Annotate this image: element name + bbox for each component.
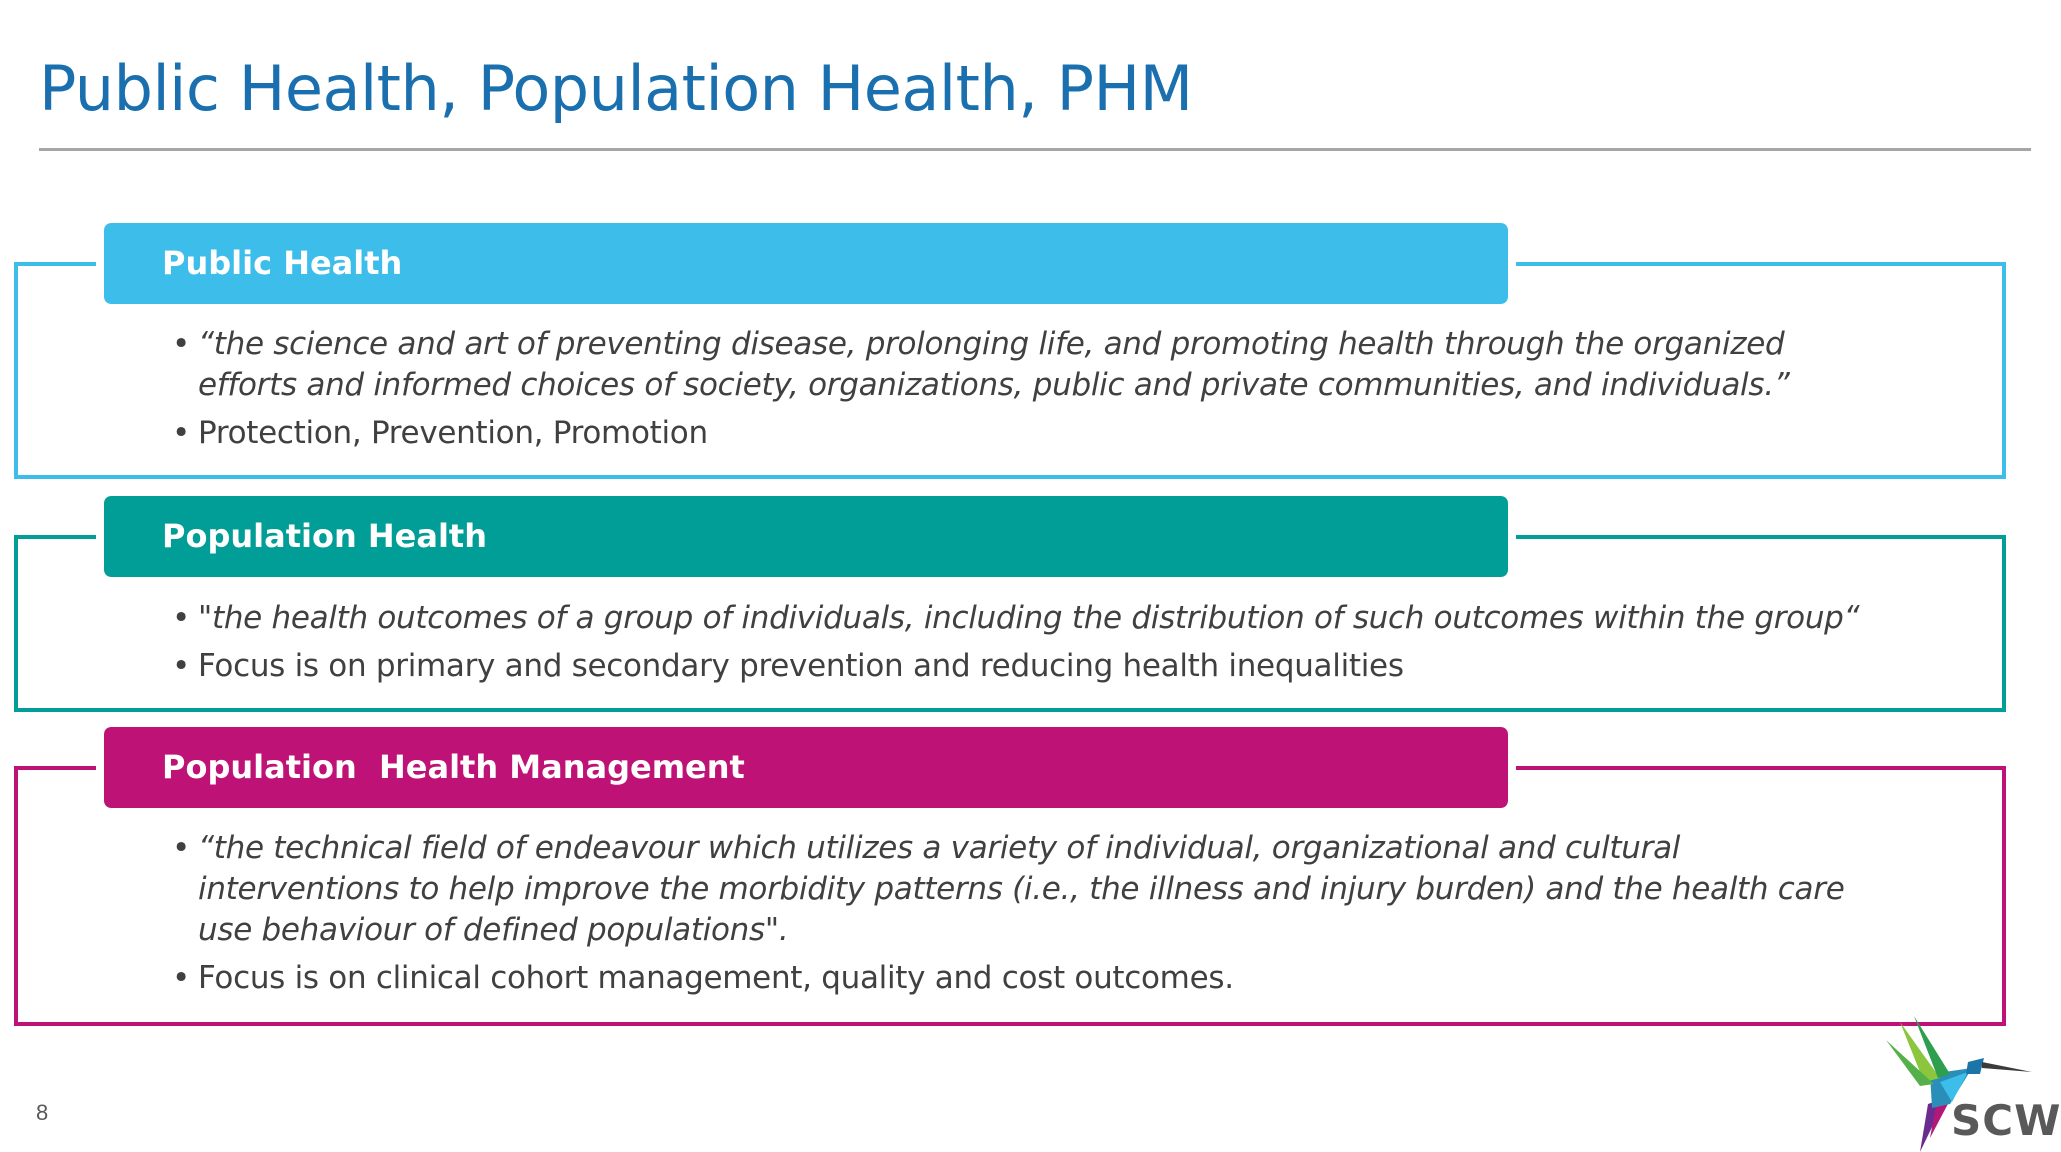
population-health-heading: Population Health bbox=[104, 496, 1508, 577]
list-item: • Focus is on primary and secondary prevention and reducing health inequalities bbox=[172, 646, 1892, 687]
list-item: • “the science and art of preventing disease, prolonging life, and promoting health through the organized efforts and informed choices of society, organizations, public and private communities, and individuals.” bbox=[172, 324, 1838, 406]
list-item: • “the technical field of endeavour which utilizes a variety of individual, organizational and cultural interventions to help improve the morbidity patterns (i.e., the illness and injury burden) and the health care use behaviour of defined populations". bbox=[172, 828, 1878, 951]
page-number: 8 bbox=[36, 1100, 49, 1125]
list-item: • Focus is on clinical cohort management, quality and cost outcomes. bbox=[172, 958, 1892, 999]
title-divider bbox=[39, 148, 2031, 151]
population-health-bullets bbox=[172, 598, 1892, 694]
list-item: • "the health outcomes of a group of individuals, including the distribution of such outcomes within the group“ bbox=[172, 598, 1892, 639]
list-item: • Protection, Prevention, Promotion bbox=[172, 413, 1892, 454]
population-health-management-bullets bbox=[172, 828, 1892, 1006]
logo-text: SCW bbox=[1951, 1096, 2061, 1145]
public-health-heading: Public Health bbox=[104, 223, 1508, 304]
slide-title: Public Health, Population Health, PHM bbox=[39, 52, 1193, 125]
public-health-bullets bbox=[172, 324, 1892, 461]
population-health-management-heading: Population Health Management bbox=[104, 727, 1508, 808]
